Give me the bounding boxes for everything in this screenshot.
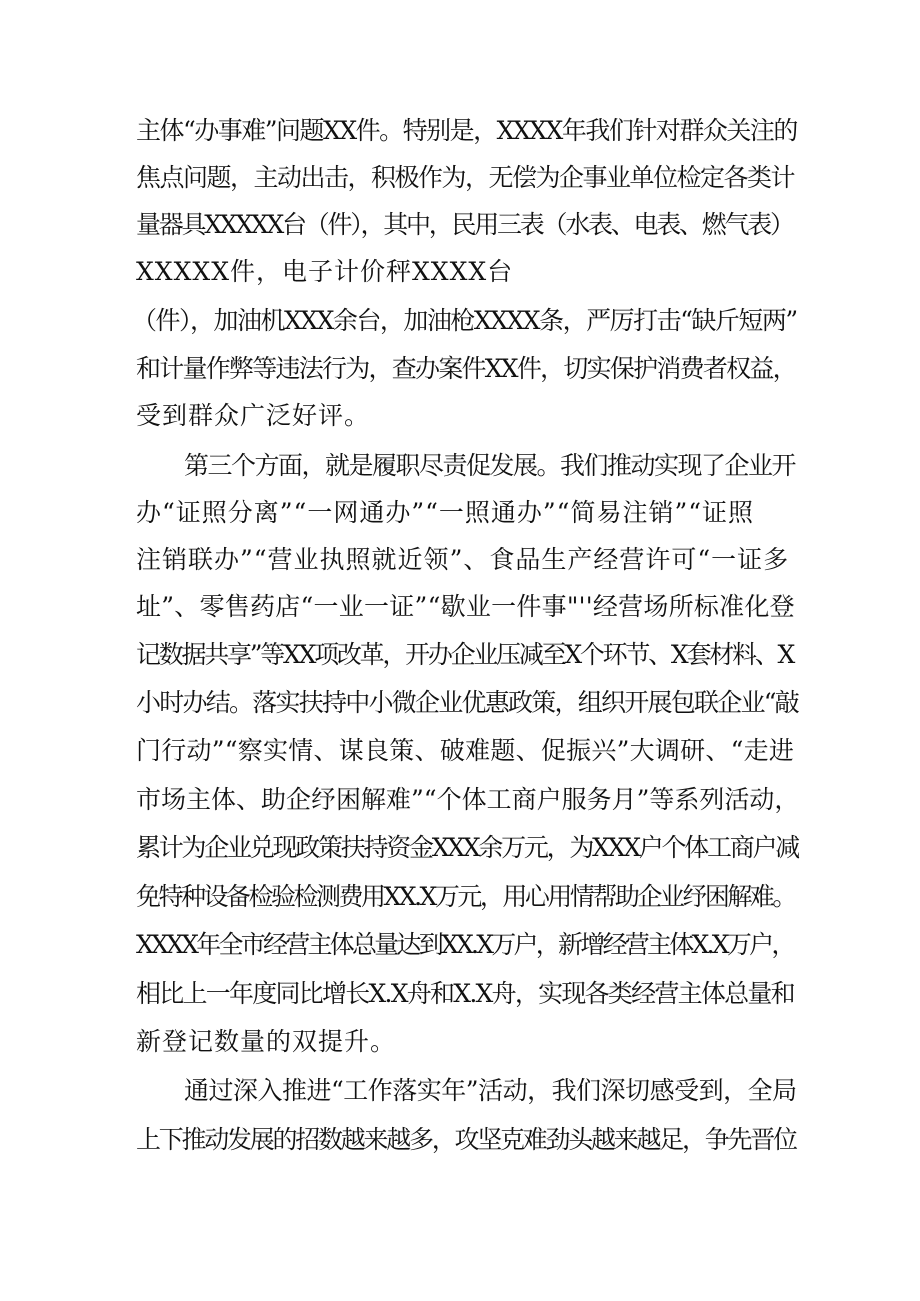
paragraph-first-line: 第三个方面，就是履职尽责促发展。我们推动实现了企业开: [184, 451, 796, 480]
text-line: 注销联办”“营业执照就近领”、食品生产经营许可“一证多: [136, 545, 790, 574]
text-line: 受到群众广泛好评。: [136, 401, 371, 430]
text-line: 上下推动发展的招数越来越多，攻坚克难劲头越来越足，争先晋位: [136, 1125, 796, 1154]
text-line: XXXXX件，电子计价秤XXXX台: [136, 257, 514, 286]
text-line: XXXX年全市经营主体总量达到XX.X万户，新增经营主体X.X万户，: [136, 930, 794, 959]
paragraph-first-line: 通过深入推进“工作落实年”活动，我们深切感受到，全局: [184, 1076, 797, 1105]
text-line: 新登记数量的双提升。: [136, 1027, 397, 1056]
text-line: 门行动”“察实情、谋良策、破难题、促振兴”大调研、“走进: [136, 736, 795, 765]
text-line: 和计量作弊等违法行为，查办案件XX件，切实保护消费者权益，: [136, 354, 796, 383]
text-line: 焦点问题，主动出击，积极作为，无偿为企事业单位检定各类计: [136, 163, 795, 192]
text-line: 累计为企业兑现政策扶持资金XXX余万元，为XXX户个体工商户减: [136, 833, 799, 862]
text-line: 量器具XXXXX台（件），其中，民用三表（水表、电表、燃气表）: [136, 210, 793, 239]
text-line: 小时办结。落实扶持中小微企业优惠政策，组织开展包联企业“敲: [136, 688, 799, 717]
text-line: 相比上一年度同比增长X.X舟和X.X舟，实现各类经营主体总量和: [136, 979, 794, 1008]
text-line: 市场主体、助企纾困解难”“个体工商户服务月”等系列活动，: [136, 785, 800, 814]
text-line: 主体“办事难”问题XX件。特别是，XXXX年我们针对群众关注的: [136, 116, 797, 145]
text-line: 址”、零售药店“一业一证”“歇业一件事"''经营场所标准化登: [136, 592, 795, 621]
text-line: 办“证照分离”“一网通办”“一照通办”“简易注销”“证照: [136, 498, 755, 527]
text-line: 免特种设备检验检测费用XX.X万元，用心用情帮助企业纾困解难。: [136, 882, 795, 911]
text-line: （件），加油机XXX余台，加油枪XXXX条，严厉打击“缺斤短两”: [132, 306, 797, 335]
text-line: 记数据共享”等XX项改革，开办企业压减至X个环节、X套材料、X: [136, 640, 794, 669]
